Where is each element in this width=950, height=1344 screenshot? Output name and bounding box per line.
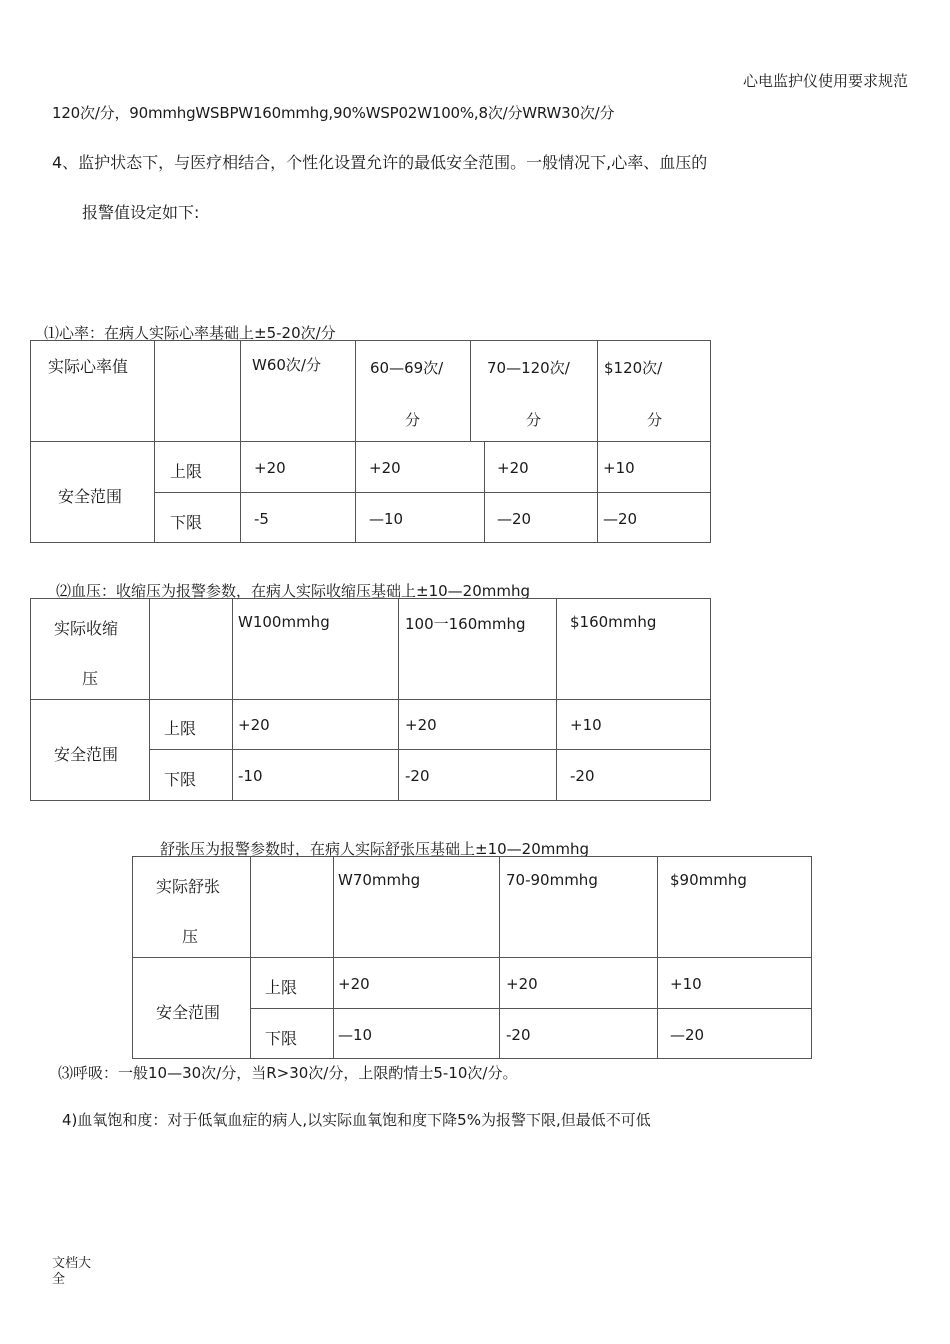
sys-lower-2: -20	[405, 767, 430, 785]
sys-upper-2: +20	[405, 716, 437, 734]
vital-ranges-line: 120次/分，90mmhgWSBPW160mmhg,90%WSP02W100%,8次/分WRW30次/分	[52, 104, 615, 122]
paragraph-4: 4、监护状态下，与医疗相结合，个性化设置允许的最低安全范围。一般情况下,心率、血压的	[52, 153, 708, 172]
dia-col3: $90mmhg	[670, 871, 747, 889]
dia-lower-2: -20	[506, 1026, 531, 1044]
dia-header-a: 实际舒张	[156, 877, 221, 896]
hr-range-label: 安全范围	[58, 487, 123, 506]
hr-upper-4: +10	[603, 459, 635, 477]
hr-upper-1: +20	[254, 459, 286, 477]
hr-lower-3: —20	[497, 510, 532, 528]
sys-header-a: 实际收缩	[54, 619, 119, 638]
dia-upper-3: +10	[670, 975, 702, 993]
systolic-caption: ⑵血压：收缩压为报警参数，在病人实际收缩压基础上±10—20mmhg	[56, 582, 530, 600]
spo2-text: 4)血氧饱和度：对于低氧血症的病人,以实际血氧饱和度下降5%为报警下限,但最低不可低	[62, 1111, 651, 1129]
sys-range-label: 安全范围	[54, 745, 119, 764]
dia-lower-label: 下限	[265, 1029, 298, 1048]
hr-col4-b: 分	[647, 411, 663, 429]
sys-upper-label: 上限	[164, 719, 197, 738]
dia-upper-label: 上限	[265, 978, 298, 997]
hr-lower-2: —10	[369, 510, 404, 528]
respiration-text: ⑶呼吸：一般10—30次/分，当R>30次/分，上限酌情士5-10次/分。	[58, 1064, 518, 1082]
hr-upper-2: +20	[369, 459, 401, 477]
hr-col4-a: $120次/	[604, 359, 663, 377]
dia-lower-1: —10	[338, 1026, 373, 1044]
sys-col3: $160mmhg	[570, 613, 657, 631]
paragraph-4-continued: 报警值设定如下:	[82, 203, 200, 222]
dia-header-b: 压	[182, 927, 199, 946]
sys-col1: W100mmhg	[238, 613, 330, 631]
sys-lower-3: -20	[570, 767, 595, 785]
dia-col1: W70mmhg	[338, 871, 421, 889]
hr-upper-3: +20	[497, 459, 529, 477]
heart-rate-caption: ⑴心率：在病人实际心率基础上±5-20次/分	[44, 324, 336, 342]
sys-col2: 100一160mmhg	[405, 615, 526, 633]
hr-col2-a: 60—69次/	[370, 359, 444, 377]
hr-col3-b: 分	[526, 411, 542, 429]
hr-lower-label: 下限	[170, 513, 203, 532]
hr-col3-a: 70—120次/	[487, 359, 570, 377]
dia-range-label: 安全范围	[156, 1003, 221, 1022]
hr-col2-b: 分	[405, 411, 421, 429]
footer-text: 文档大全	[52, 1256, 92, 1287]
diastolic-caption: 舒张压为报警参数时，在病人实际舒张压基础上±10—20mmhg	[160, 840, 589, 858]
dia-upper-2: +20	[506, 975, 538, 993]
sys-upper-3: +10	[570, 716, 602, 734]
sys-upper-1: +20	[238, 716, 270, 734]
dia-col2: 70-90mmhg	[506, 871, 598, 889]
sys-lower-label: 下限	[164, 770, 197, 789]
dia-lower-3: —20	[670, 1026, 705, 1044]
hr-lower-4: —20	[603, 510, 638, 528]
hr-lower-1: -5	[254, 510, 269, 528]
hr-col1: W60次/分	[252, 356, 321, 374]
hr-header-label: 实际心率值	[48, 357, 129, 376]
sys-lower-1: -10	[238, 767, 263, 785]
hr-upper-label: 上限	[170, 462, 203, 481]
dia-upper-1: +20	[338, 975, 370, 993]
sys-header-b: 压	[82, 669, 99, 688]
document-title: 心电监护仪使用要求规范	[742, 72, 908, 90]
